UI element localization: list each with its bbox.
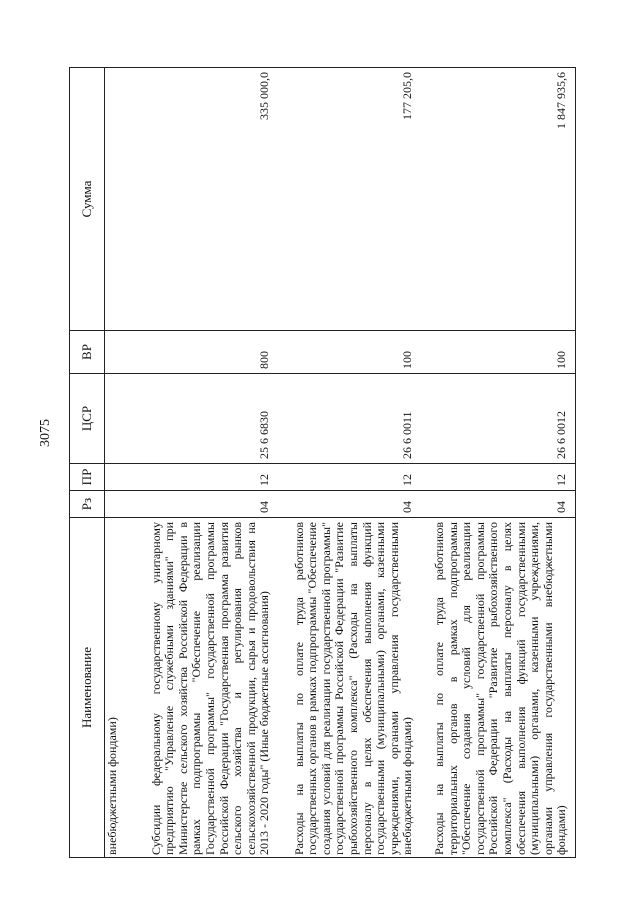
table-row [273,68,416,858]
row-pr: 12 [273,464,416,491]
row-name: Расходы на выплаты по оплате труда работников территориальных органов в рамках подпрограммы "Обеспечение создания условий для реализации государственной программы" государственной программы Российской Федерации "Развитие рыбохозяйственного комплекса" (Расходы на выплаты персоналу в целях обеспечения выполнения функций государственными (муниципальными) органами, казенными учреждениями, органами управления государственными внебюджетными фондами) [416,518,576,858]
budget-table [69,67,576,858]
budget-table-sheet [69,68,614,858]
row-sum: 335 000,0 [121,68,273,331]
table-header-row [70,68,105,858]
row-pr: 12 [121,464,273,491]
row-csr: 25 6 6830 [121,374,273,464]
row-csr: 26 6 0011 [273,374,416,464]
row-vr: 100 [273,331,416,374]
page-number: 3075 [38,419,53,447]
row-sum: 177 205,0 [273,68,416,331]
row-sum: 1 847 935,6 [416,68,576,331]
row-vr: 800 [121,331,273,374]
row-vr: 100 [416,331,576,374]
row-rz: 04 [121,491,273,518]
header-csr: ЦСР [70,374,105,464]
continuation-text: внебюджетными фондами) [105,518,122,858]
row-name: Расходы на выплаты по оплате труда работников государственных органов в рамках подпрограммы "Обеспечение создания условий для реализации государственной программы" государственной программы Российской Федерации "Развитие рыбохозяйственного комплекса" (Расходы на выплаты персоналу в целях обеспечения выполнения функций государственными (муниципальными) органами, казенными учреждениями, органами управления государственными внебюджетными фондами) [273,518,416,858]
header-vr: ВР [70,331,105,374]
row-pr: 12 [416,464,576,491]
table-row [416,68,576,858]
row-rz: 04 [416,491,576,518]
header-rz: Рз [70,491,105,518]
continuation-row [105,68,122,858]
row-rz: 04 [273,491,416,518]
header-name: Наименование [70,518,105,858]
row-csr: 26 6 0012 [416,374,576,464]
row-name: Субсидии федеральному государственному унитарному предприятию "Управление служебными зданиями" при Министерстве сельского хозяйства Российской Федерации в рамках подпрограммы "Обеспечение реализации Государственной программы" государственной программы Российской Федерации "Государственная программа развития сельского хозяйства и регулирования рынков сельскохозяйственной продукции, сырья и продовольствия на 2013 - 2020 годы" (Иные бюджетные ассигнования) [121,518,273,858]
header-sum: Сумма [70,68,105,331]
header-pr: ПР [70,464,105,491]
table-row [121,68,273,858]
